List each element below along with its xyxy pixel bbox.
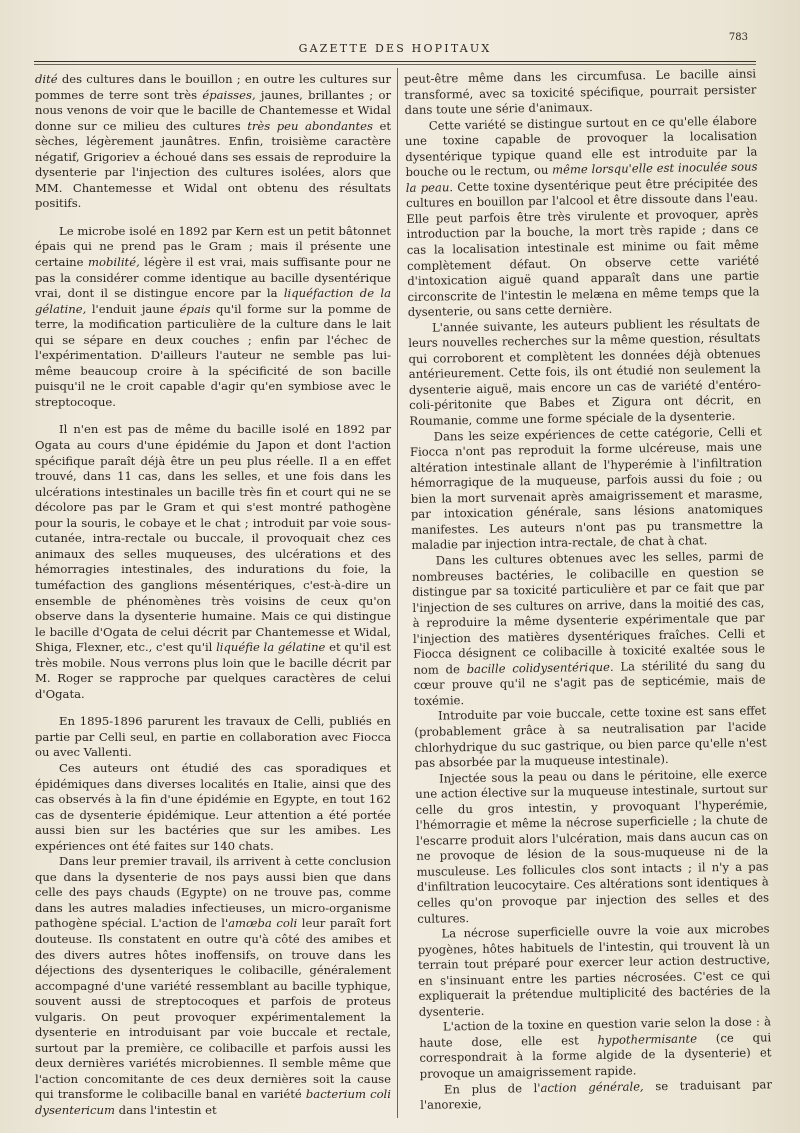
paragraph: Dans leur premier travail, ils arrivent à cette conclusion que dans la dysenterie de nos pays aussi bien que dans celle des pays chauds (Egypte) on ne trouve pas, comme dans les autres maladies infectieuses, un micro-organisme pathogène spécial. L'action de l'amœba coli leur paraît fort douteuse. Ils constatent en outre qu'à côté des amibes et des divers autres hôtes inoffensifs, on trouve dans les déjections des dysenteriques le colibacille, généralement accompagné d'une variété ressemblant au bacille typhique, souvent aussi de streptocoques et parfois de proteus vulgaris. On peut provoquer expérimentalement la dysenterie en introduisant par voie buccale et rectale, surtout par la première, ce colibacille et parfois aussi les deux dernières variétés microbiennes. Il semble même que l'action concomitante de ces deux dernières soit la cause qui transforme le colibacille banal en variété bacterium coli dysentericum dans l'intestin et	[35, 854, 391, 1117]
paragraph: Dans les cultures obtenues avec les selles, parmi de nombreuses bactéries, le colibacille en question se distingue par sa toxicité particulière et par ce fait que par l'injection de ses cultures on arrive, dans la moitié des cas, à reproduire la même dysenterie expérimentale que par l'injection des matières dysentériques fraîches. Celli et Fiocca désignent ce colibacille à toxicité exaltée sous le nom de bacille colidysentérique. La stérilité du sang du cœur prouve qu'il ne s'agit pas de septicémie, mais de toxémie.	[411, 548, 766, 708]
page-number: 783	[728, 32, 748, 43]
paragraph: Injectée sous la peau ou dans le péritoine, elle exerce une action élective sur la muqueuse intestinale, surtout sur celle du gros intestin, y provoquant l'hyperémie, l'hémorragie et même la nécrose superficielle ; la chute de l'escarre produit alors l'ulcération, mais dans aucun cas on ne provoque de lésion de la sous-muqueuse ni de la musculeuse. Les follicules clos sont intacts ; il n'y a pas d'infiltration leucocytaire. Ces altérations sont identiques à celles qu'on provoque par injection des selles et des cultures.	[415, 765, 770, 926]
paragraph: Introduite par voie buccale, cette toxine est sans effet (probablement grâce à sa neutralisation par l'acide chlorhydrique du suc gastrique, ou bien parce qu'elle n'est pas absorbée par la muqueuse intestinale).	[414, 703, 767, 770]
paragraph: Il n'en est pas de même du bacille isolé en 1892 par Ogata au cours d'une épidémie du Japon et dont l'action spécifique paraît déjà être un peu plus réelle. Il a en effet trouvé, dans 11 cas, dans les selles, et une fois dans les ulcérations intestinales un bacille très fin et court qui ne se décolore pas par le Gram et qui s'est montré pathogène pour la souris, le cobaye et le chat ; introduit par voie sous-cutanée, intra-rectale ou buccale, il provoquait chez ces animaux des selles muqueuses, des ulcérations et des hémorragies intestinales, des indurations du foie, la tuméfaction des ganglions mésentériques, c'est-à-dire un ensemble de phénomènes très voisins de ceux qu'on observe dans la dysenterie humaine. Mais ce qui distingue le bacille d'Ogata de celui décrit par Chantemesse et Widal, Shiga, Flexner, etc., c'est qu'il liquéfie la gélatine et qu'il est très mobile. Nous verrons plus loin que le bacille décrit par M. Roger se rapproche par quelques caractères de celui d'Ogata.	[35, 422, 391, 701]
paragraph: La nécrose superficielle ouvre la voie aux microbes pyogènes, hôtes habituels de l'intestin, qui trouvent là un terrain tout préparé pour exercer leur action destructive, en s'insinuant entre les parties nécrosées. C'est ce qui expliquerait la prétendue multiplicité des bactéries de la dysenterie.	[417, 921, 771, 1019]
paragraph: Le microbe isolé en 1892 par Kern est un petit bâtonnet épais qui ne prend pas le Gram ; mais il présente une certaine mobilité, légère il est vrai, mais suffisante pour ne pas la considérer comme identique au bacille dysentérique vrai, dont il se distingue encore par la liquéfaction de la gélatine, l'enduit jaune épais qu'il forme sur la pomme de terre, la modification particulière de la culture dans le lait qui se sépare en deux couches ; enfin par l'échec de l'expérimentation. D'ailleurs l'auteur ne semble pas lui-même beaucoup croire à la spécificité de son bacille puisqu'il ne le croit capable d'agir qu'en symbiose avec le streptocoque.	[35, 223, 392, 409]
paragraph: peut-être même dans les circumfusa. Le bacille ainsi transformé, avec sa toxicité spécifique, pourrait persister dans toute une série d'animaux.	[404, 66, 757, 118]
header-rule	[34, 61, 756, 62]
right-column	[404, 66, 772, 1113]
paragraph: Dans les seize expériences de cette catégorie, Celli et Fiocca n'ont pas reproduit la forme ulcéreuse, mais une altération intestinale allant de l'hyperémie à l'infiltration hémorragique de la muqueuse, parfois aussi du foie ; ou bien la mort survenait après amaigrissement et marasme, par intoxication générale, sans lésions anatomiques manifestes. Les auteurs n'ont pas pu transmettre la maladie par injection intra-rectale, de chat à chat.	[409, 424, 764, 553]
column-divider	[397, 68, 398, 1118]
paragraph: Cette variété se distingue surtout en ce qu'elle élabore une toxine capable de provoquer la localisation dysentérique typique quand elle est introduite par la bouche ou le rectum, ou même lorsqu'elle est inoculée sous la peau. Cette toxine dysentérique peut être précipitée des cultures en bouillon par l'alcool et être dissoute dans l'eau. Elle peut parfois être très virulente et provoquer, après introduction par la bouche, la mort très rapide ; dans ce cas la localisation intestinale est minime ou fait même complètement défaut. On observe cette variété d'intoxication aiguë quand apparaît dans une partie circonscrite de l'intestin le melæna en même temps que la dysenterie, ou sans cette dernière.	[404, 113, 760, 320]
paragraph: L'année suivante, les auteurs publient les résultats de leurs nouvelles recherches sur la même question, résultats qui corroborent et complètent les données déjà obtenues antérieurement. Cette fois, ils ont étudié non seulement la dysenterie aiguë, mais encore un cas de variété d'entéro-coli-péritonite que Babes et Zigura ont décrit, en Roumanie, comme une forme spéciale de la dysenterie.	[408, 315, 762, 428]
header-rule-thin	[34, 64, 756, 65]
page-header	[34, 30, 756, 56]
paragraph: L'action de la toxine en question varie selon la dose : à haute dose, elle est hypothermisante (ce qui correspondrait à la forme algide de la dysenterie) et provoque un amaigrissement rapide.	[419, 1014, 772, 1081]
paragraph: Ces auteurs ont étudié des cas sporadiques et épidémiques dans diverses localités en Italie, ainsi que des cas observés à la fin d'une épidémie en Egypte, en tout 162 cas de dysenterie épidémique. Leur attention a été portée aussi bien sur les bactéries que sur les amibes. Les expériences ont été faites sur 140 chats.	[35, 760, 391, 853]
paragraph: En 1895-1896 parurent les travaux de Celli, publiés en partie par Celli seul, en partie en collaboration avec Fiocca ou avec Vallenti.	[35, 714, 391, 760]
running-title: GAZETTE DES HOPITAUX	[298, 42, 492, 55]
paragraph: En plus de l'action générale, se traduisant par l'anorexie,	[420, 1076, 773, 1112]
paragraph: dité des cultures dans le bouillon ; en outre les cultures sur pommes de terre sont très épaisses, jaunes, brillantes ; or nous venons de voir que le bacille de Chantemesse et Widal donne sur ce milieu des cultures très peu abondantes et sèches, légèrement jaunâtres. Enfin, troisième caractère négatif, Grigoriev a échoué dans ses essais de reproduire la dysenterie par l'injection des cultures isolées, alors que MM. Chantemesse et Widal ont obtenu des résultats positifs.	[35, 72, 391, 211]
left-column	[35, 72, 391, 1119]
